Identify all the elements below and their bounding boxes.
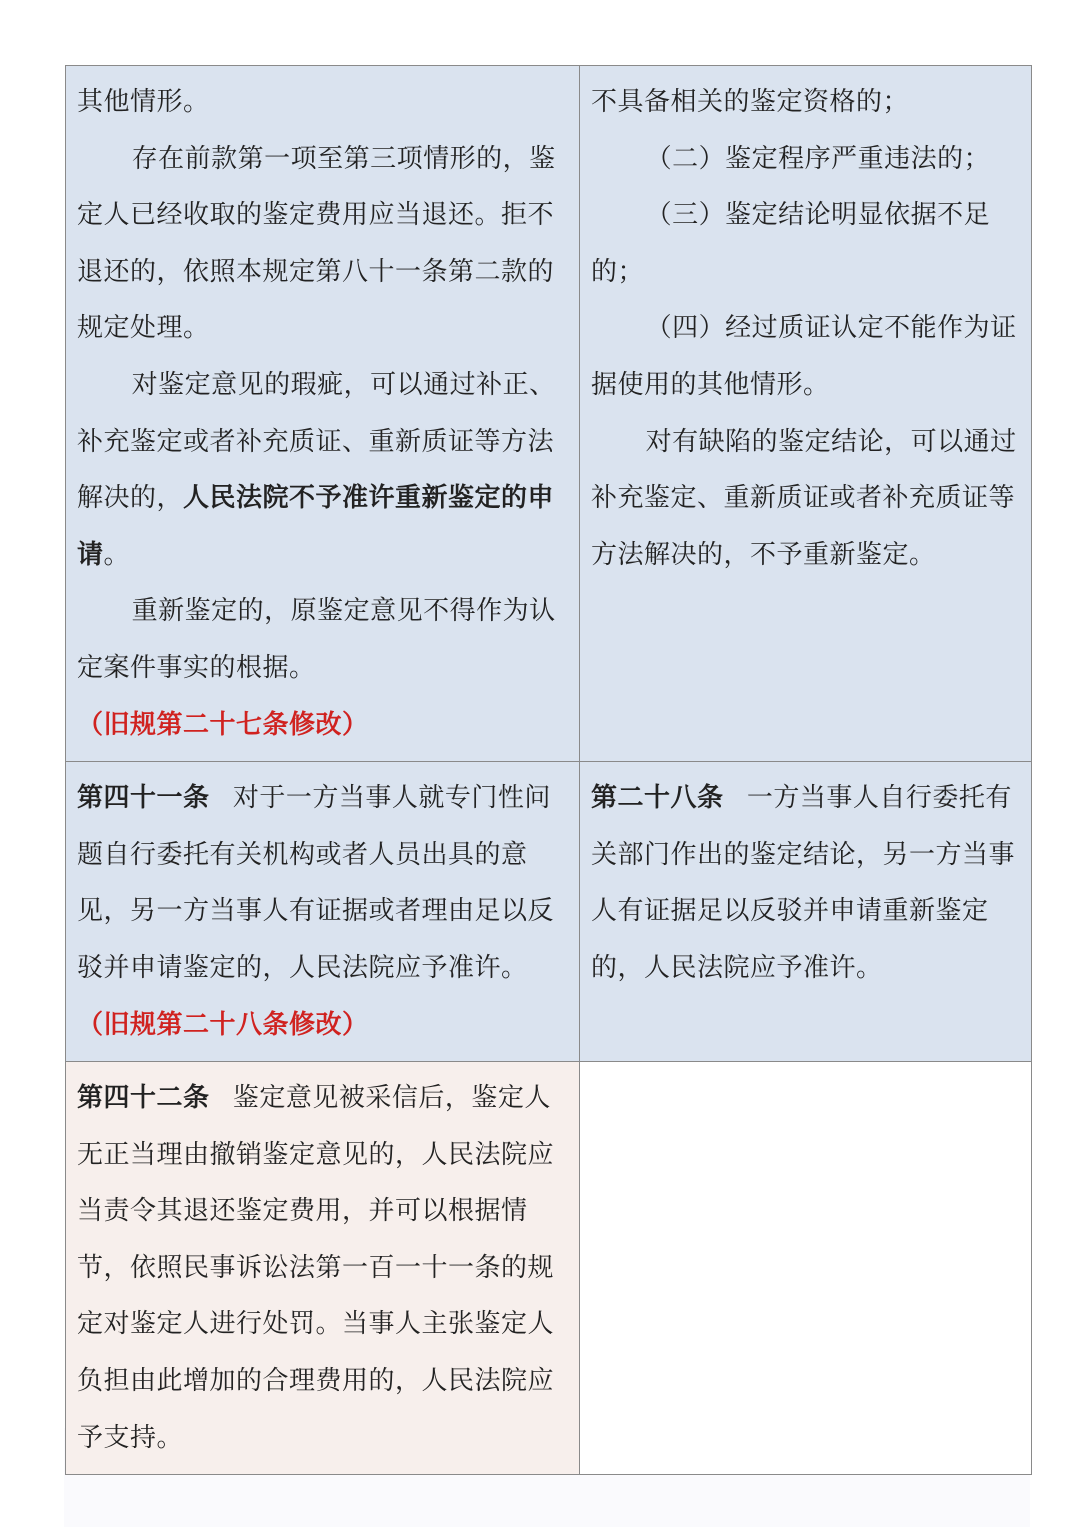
paragraph: （三）鉴定结论明显依据不足的； — [591, 200, 991, 287]
paragraph: （二）鉴定程序严重违法的； — [645, 143, 991, 174]
empty-old-rule-cell — [580, 1062, 1032, 1475]
table-row — [66, 762, 1032, 1062]
paragraph: 重新鉴定的，原鉴定意见不得作为认定案件事实的根据。 — [77, 596, 556, 683]
bold-text-span: 人民法院不予准许重新鉴定的申请 — [77, 483, 555, 570]
old-rule-cell — [580, 66, 1032, 762]
new-rule-cell — [66, 66, 580, 762]
paragraph: （四）经过质证认定不能作为证据使用的其他情形。 — [591, 313, 1017, 400]
text-span: 。 — [103, 539, 131, 570]
old-rule-cell — [580, 762, 1032, 1062]
new-rule-cell — [66, 1062, 580, 1475]
table-row — [66, 1062, 1032, 1475]
article-text: 鉴定意见被采信后，鉴定人无正当理由撤销鉴定意见的，人民法院应当责令其退还鉴定费用，并可以根据情节，依照民事诉讼法第一百一十一条的规定对鉴定人进行处罚。当事人主张鉴定人负担由此增加的合理费用的，人民法院应予支持。 — [77, 1083, 555, 1453]
article-number: 第四十二条 — [77, 1083, 210, 1114]
article-number: 第二十八条 — [591, 783, 724, 814]
paragraph — [77, 770, 567, 996]
text-span: 对鉴定意见的瑕疵，可以通过补正、补充鉴定或者补充质证、重新质证等方法解决的， — [77, 369, 556, 514]
paragraph: 其他情形。 — [77, 87, 210, 117]
paragraph — [591, 770, 1019, 996]
comparison-table — [65, 65, 1032, 1475]
table-row — [66, 66, 1032, 762]
paragraph — [77, 357, 567, 583]
article-text: 对于一方当事人就专门性问题自行委托有关机构或者人员出具的意见，另一方当事人有证据或者理由足以反驳并申请鉴定的，人民法院应予准许。 — [77, 783, 555, 983]
new-rule-cell — [66, 762, 580, 1062]
revision-note: （旧规第二十七条修改） — [77, 709, 369, 740]
paragraph: 对有缺陷的鉴定结论，可以通过补充鉴定、重新质证或者补充质证等方法解决的，不予重新鉴定。 — [591, 426, 1017, 570]
article-number: 第四十一条 — [77, 783, 210, 814]
revision-note: （旧规第二十八条修改） — [77, 1009, 369, 1040]
paragraph: 不具备相关的鉴定资格的； — [591, 87, 910, 117]
article-text: 一方当事人自行委托有关部门作出的鉴定结论，另一方当事人有证据足以反驳并申请重新鉴定的，人民法院应予准许。 — [591, 783, 1016, 983]
paragraph — [77, 1070, 567, 1466]
paragraph: 存在前款第一项至第三项情形的，鉴定人已经收取的鉴定费用应当退还。拒不退还的，依照本规定第八十一条第二款的规定处理。 — [77, 143, 556, 344]
